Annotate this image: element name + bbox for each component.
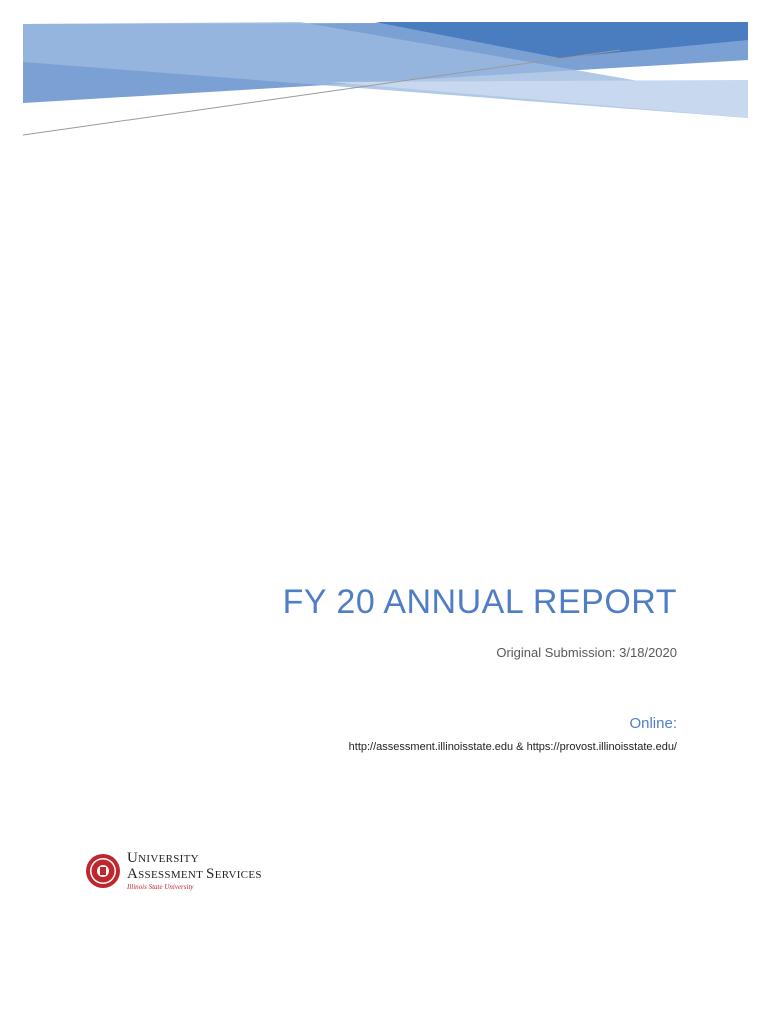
seal-icon	[85, 853, 121, 889]
logo-line-university: UNIVERSITY	[127, 850, 199, 866]
university-assessment-logo	[85, 851, 262, 891]
submission-date: Original Submission: 3/18/2020	[496, 645, 677, 660]
logo-subtitle: Illinois State University	[127, 883, 194, 891]
header-banner-graphic	[0, 0, 770, 150]
online-urls[interactable]: http://assessment.illinoisstate.edu & https://provost.illinoisstate.edu/	[348, 741, 677, 753]
online-label: Online:	[629, 715, 677, 732]
logo-line-assessment-services: ASSESSMENT SERVICES	[127, 866, 262, 882]
report-title: FY 20 ANNUAL REPORT	[282, 583, 677, 621]
